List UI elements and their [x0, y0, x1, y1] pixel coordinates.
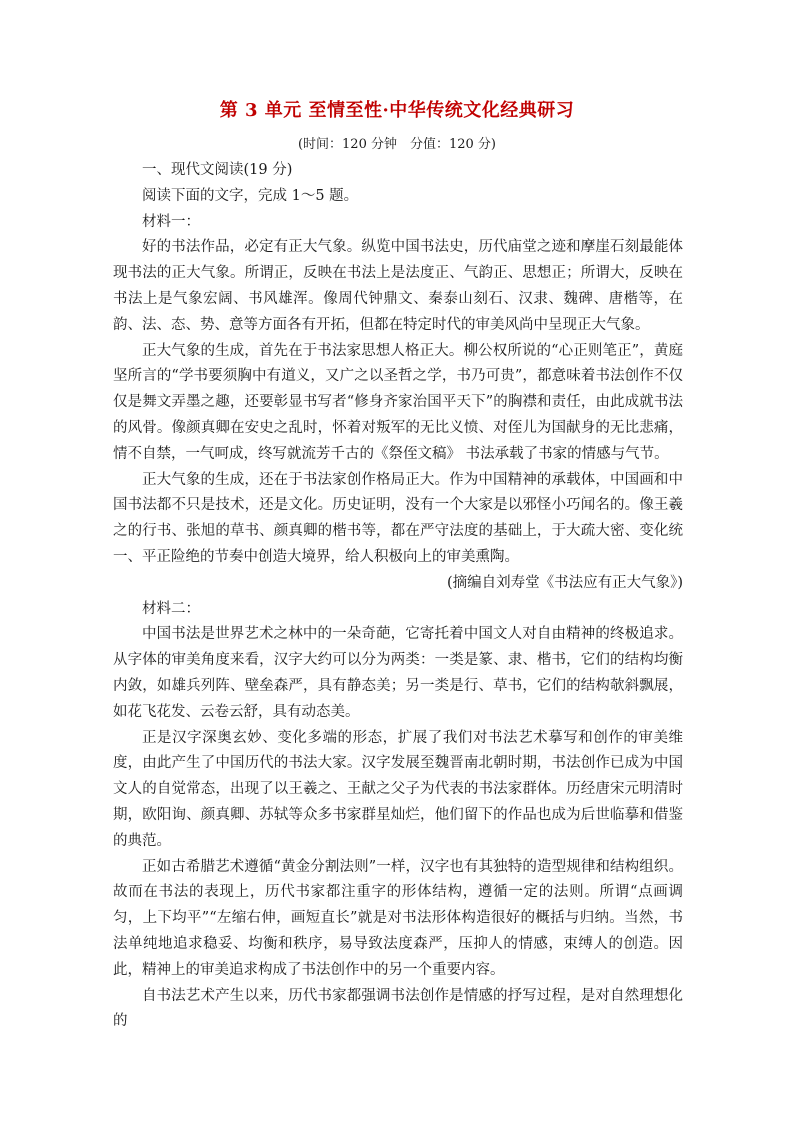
document-body	[113, 158, 683, 1035]
material-1-paragraph: 正大气象的生成，首先在于书法家思想人格正大。柳公权所说的“心正则笔正”，黄庭坚所言的“学书要须胸中有道义，又广之以圣哲之学，书乃可贵”，都意味着书法创作不仅仅是舞文弄墨之趣，还要彰显书写者“修身齐家治国平天下”的胸襟和责任，由此成就书法的风骨。像颜真卿在安史之乱时，怀着对叛军的无比义愤、对侄儿为国献身的无比悲痛，情不自禁，一气呵成，终写就流芳千古的《祭侄文稿》 书法承载了书家的情感与气节。	[113, 342, 683, 462]
material-2-paragraph: 正是汉字深奥玄妙、变化多端的形态，扩展了我们对书法艺术摹写和创作的审美维度，由此产生了中国历代的书法大家。汉字发展至魏晋南北朝时期，书法创作已成为中国文人的自觉常态，出现了以王羲之、王献之父子为代表的书法家群体。历经唐宋元明清时期，欧阳询、颜真卿、苏轼等众多书家群星灿烂，他们留下的作品也成为后世临摹和借鉴的典范。	[113, 729, 683, 849]
material-1-paragraph: 好的书法作品，必定有正大气象。纵览中国书法史，历代庙堂之迹和摩崖石刻最能体现书法的正大气象。所谓正，反映在书法上是法度正、气韵正、思想正；所谓大，反映在书法上是气象宏阔、书风雄浑。像周代钟鼎文、秦泰山刻石、汉隶、魏碑、唐楷等，在韵、法、态、势、意等方面各有开拓，但都在特定时代的审美风尚中呈现正大气象。	[113, 239, 683, 333]
material-2-paragraph: 自书法艺术产生以来，历代书家都强调书法创作是情感的抒写过程，是对自然理想化的	[113, 987, 683, 1030]
material-1-paragraph: 正大气象的生成，还在于书法家创作格局正大。作为中国精神的承载体，中国画和中国书法都不只是技术，还是文化。历史证明，没有一个大家是以邪怪小巧闻名的。像王羲之的行书、张旭的草书、颜真卿的楷书等，都在严守法度的基础上，于大疏大密、变化统一、平正险绝的节奏中创造大境界，给人积极向上的审美熏陶。	[113, 471, 683, 565]
material-2-paragraph: 中国书法是世界艺术之林中的一朵奇葩，它寄托着中国文人对自由精神的终极追求。从字体的审美角度来看，汉字大约可以分为两类：一类是篆、隶、楷书，它们的结构均衡内敛，如雄兵列阵、壁垒森严，具有静态美；另一类是行、草书，它们的结构欹斜飘展，如花飞花发、云卷云舒，具有动态美。	[113, 626, 683, 720]
material-1-source: (摘编自刘寿堂《书法应有正大气象》)	[446, 574, 683, 591]
exam-time-score: (时间：120 分钟 分值：120 分)	[297, 137, 497, 152]
section-heading: 一、现代文阅读(19 分)	[142, 162, 293, 178]
material-1-label: 材料一：	[142, 213, 200, 230]
reading-instruction: 阅读下面的文字，完成 1～5 题。	[142, 187, 359, 204]
material-2-label: 材料二：	[142, 600, 200, 617]
material-2-paragraph: 正如古希腊艺术遵循“黄金分割法则”一样，汉字也有其独特的造型规律和结构组织。故而在书法的表现上，历代书家都注重字的形体结构，遵循一定的法则。所谓“点画调匀，上下均平”“左缩右伸，画短直长”就是对书法形体构造很好的概括与归纳。当然，书法单纯地追求稳妥、均衡和秩序，易导致法度森严，压抑人的情感，束缚人的创造。因此，精神上的审美追求构成了书法创作中的另一个重要内容。	[113, 858, 683, 978]
page-title: 第 3 单元 至情至性·中华传统文化经典研习	[219, 100, 575, 121]
